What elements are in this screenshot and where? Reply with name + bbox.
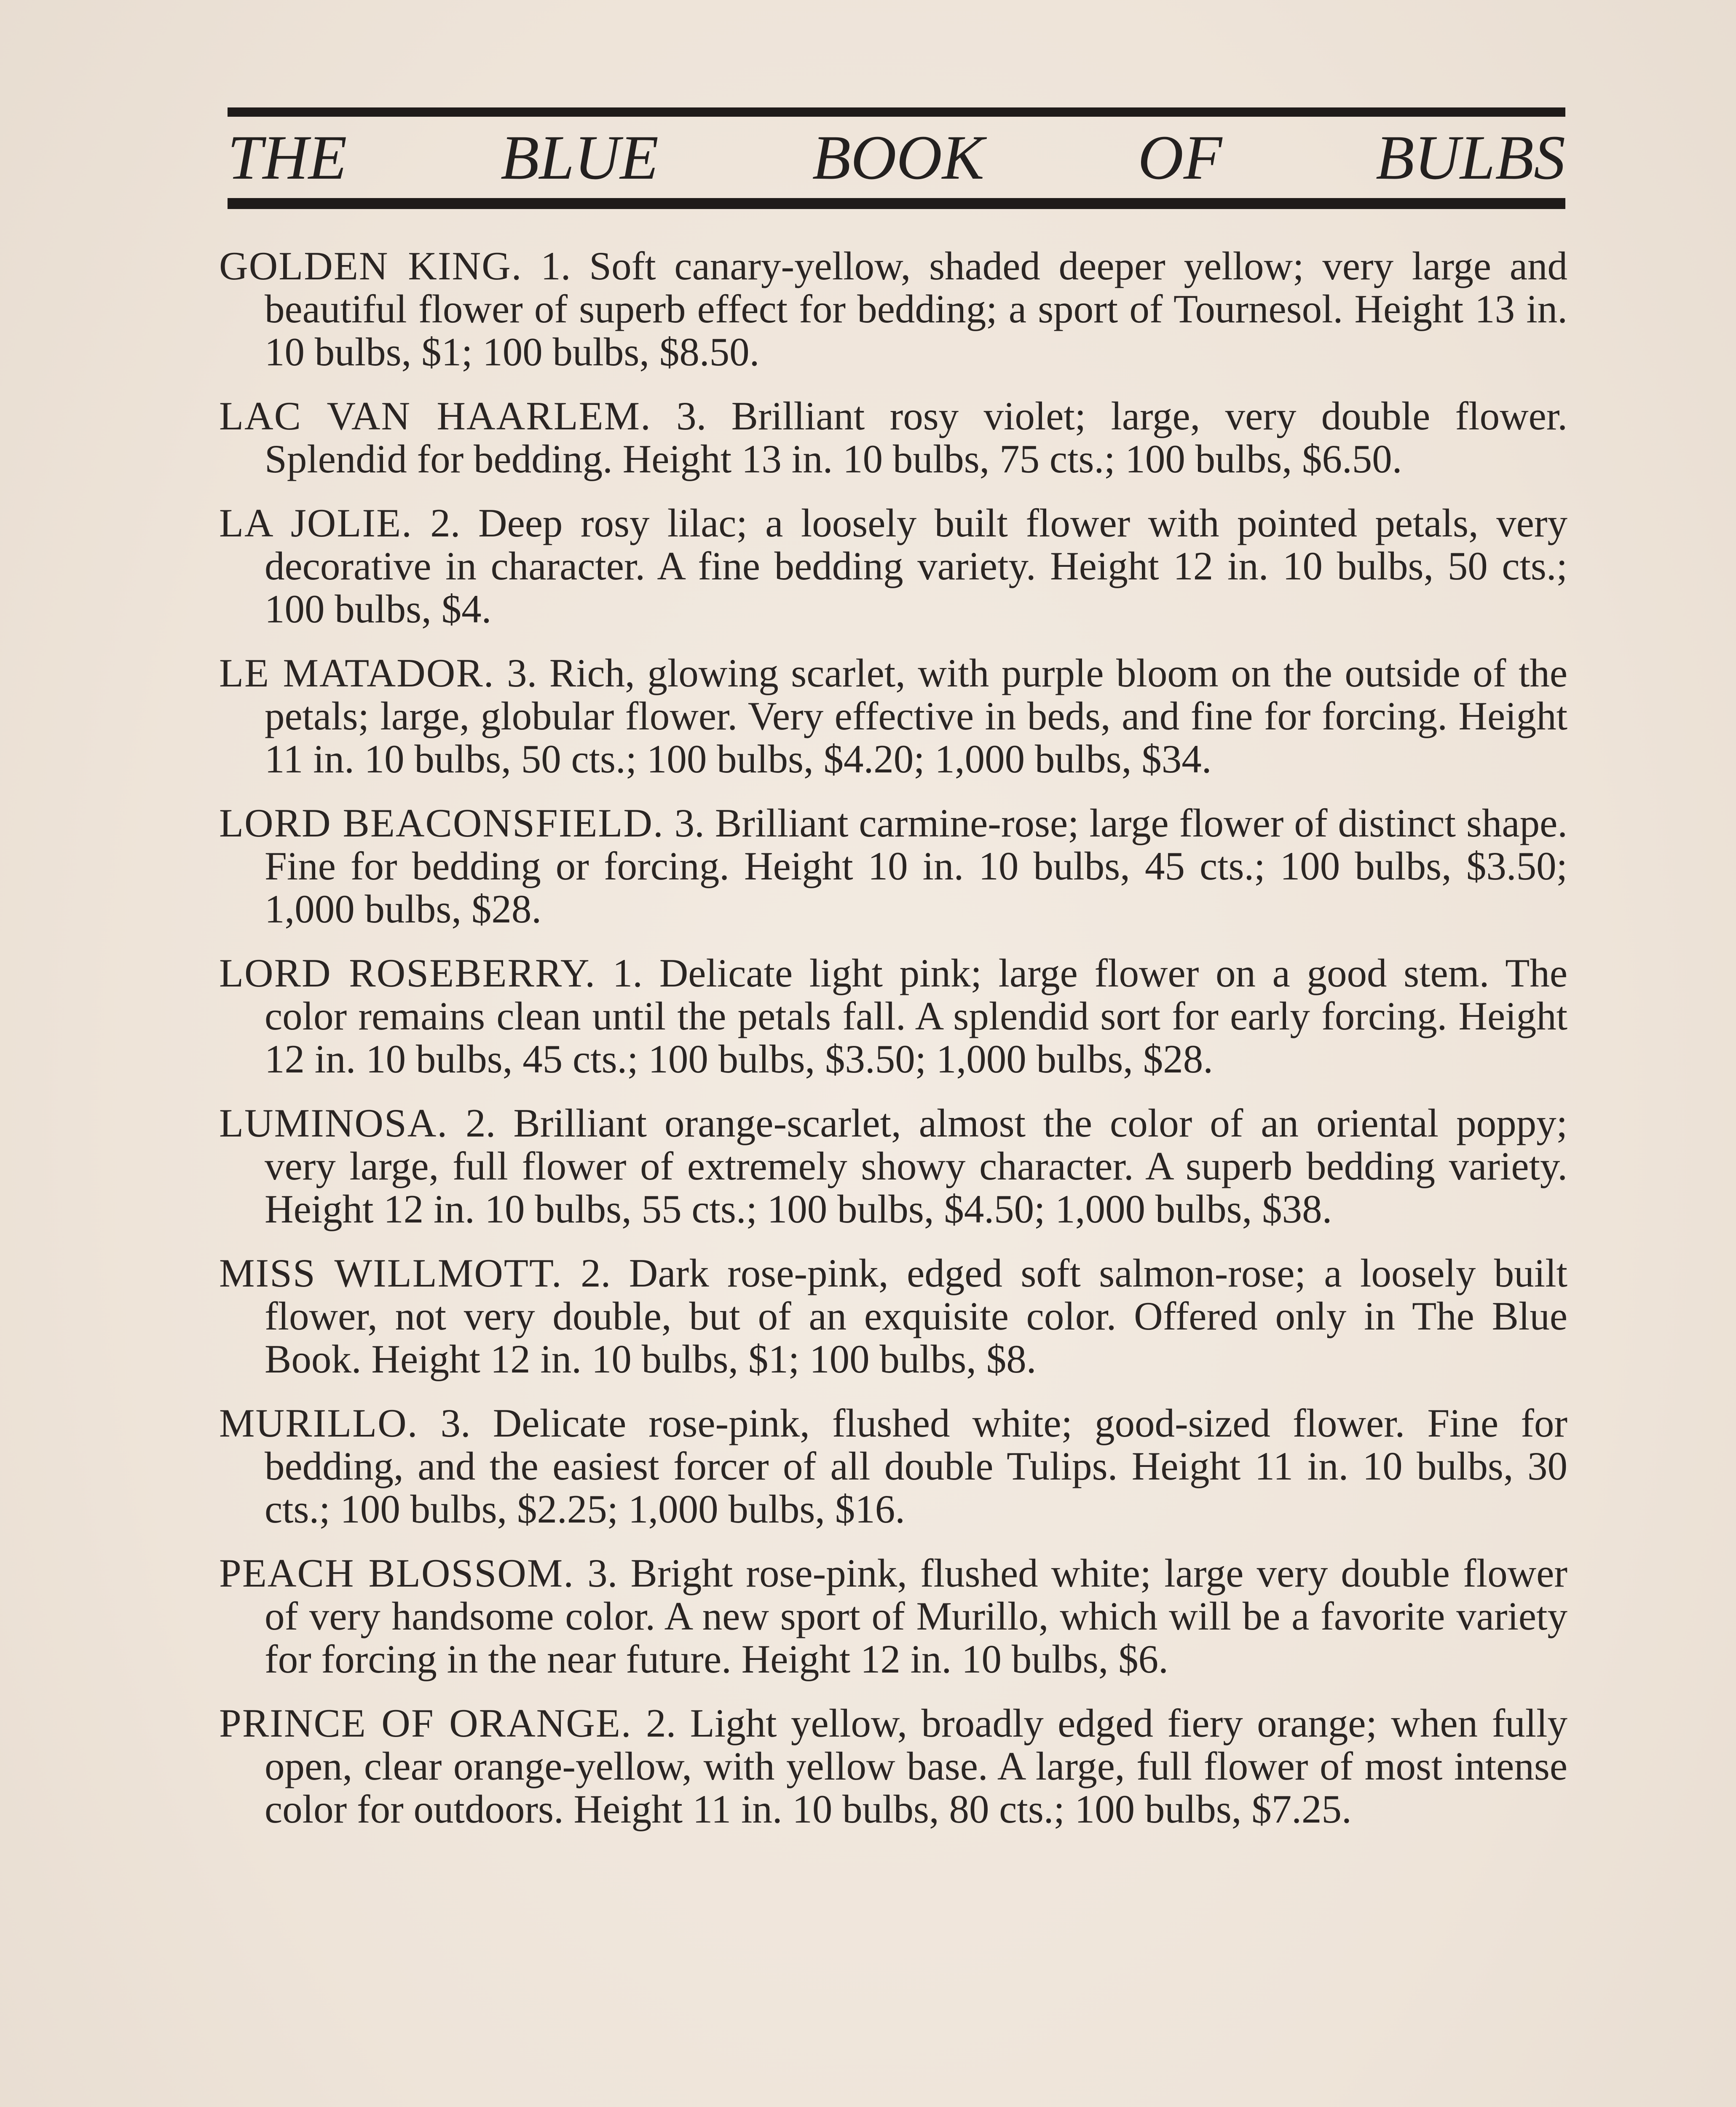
- running-title-word: THE: [228, 123, 347, 193]
- variety-entry: [219, 501, 1567, 630]
- variety-entry: [219, 651, 1567, 780]
- variety-entry: [219, 1552, 1567, 1681]
- running-title-word: BLUE: [500, 123, 659, 193]
- variety-description: 2. Dark rose-pink, edged soft salmon-rose; a loosely built flower, not very double, but of an exquisite color. Offered only in The Blue Book. Height 12 in. 10 bulbs, $1; 100 bulbs, $8.: [265, 1251, 1567, 1381]
- running-title-word: BULBS: [1375, 123, 1565, 193]
- variety-name: GOLDEN KING.: [219, 244, 522, 288]
- variety-entry: [219, 1702, 1567, 1831]
- variety-entry: [219, 1252, 1567, 1381]
- variety-name: PEACH BLOSSOM.: [219, 1551, 575, 1595]
- variety-description: 3. Bright rose-pink, flushed white; large very double flower of very handsome color. A new sport of Murillo, which will be a favorite variety for forcing in the near future. Height 12 in. 10 bulbs, $6.: [265, 1551, 1567, 1681]
- header-rule-bottom: [228, 198, 1565, 209]
- running-title-word: BOOK: [812, 123, 984, 193]
- variety-entry: [219, 1102, 1567, 1230]
- variety-entry: [219, 952, 1567, 1080]
- running-title: [228, 118, 1565, 198]
- variety-name: MURILLO.: [219, 1401, 418, 1445]
- running-header: [228, 103, 1565, 221]
- variety-description: 1. Delicate light pink; large flower on a good stem. The color remains clean until the petals fall. A splendid sort for early forcing. Height 12 in. 10 bulbs, 45 cts.; 100 bulbs, $3.50; 1,000 bulbs, $28.: [265, 951, 1567, 1081]
- variety-entry: [219, 394, 1567, 480]
- variety-name: LAC VAN HAARLEM.: [219, 394, 651, 438]
- variety-name: LE MATADOR.: [219, 651, 495, 695]
- variety-entry: [219, 1402, 1567, 1531]
- running-title-word: OF: [1138, 123, 1222, 193]
- variety-description: 3. Brilliant rosy violet; large, very double flower. Splendid for bedding. Height 13 in. 10 bulbs, 75 cts.; 100 bulbs, $6.50.: [265, 394, 1567, 481]
- variety-name: LUMINOSA.: [219, 1101, 448, 1145]
- variety-description: 3. Delicate rose-pink, flushed white; good-sized flower. Fine for bedding, and the easiest forcer of all double Tulips. Height 11 in. 10 bulbs, 30 cts.; 100 bulbs, $2.25; 1,000 bulbs, $16.: [265, 1401, 1567, 1531]
- variety-entry: [219, 244, 1567, 373]
- variety-description: 3. Rich, glowing scarlet, with purple bloom on the outside of the petals; large, globular flower. Very effective in beds, and fine for forcing. Height 11 in. 10 bulbs, 50 cts.; 100 bulbs, $4.20; 1,000 bulbs, $34.: [265, 651, 1567, 781]
- variety-description: 3. Brilliant carmine-rose; large flower of distinct shape. Fine for bedding or forcing. Height 10 in. 10 bulbs, 45 cts.; 100 bulbs, $3.50; 1,000 bulbs, $28.: [265, 801, 1567, 931]
- variety-name: LORD BEACONSFIELD.: [219, 801, 664, 845]
- variety-name: PRINCE OF ORANGE.: [219, 1701, 632, 1745]
- variety-list: [219, 244, 1567, 1852]
- header-rule-top: [228, 107, 1565, 117]
- variety-description: 2. Brilliant orange-scarlet, almost the color of an oriental poppy; very large, full flower of extremely showy character. A superb bedding variety. Height 12 in. 10 bulbs, 55 cts.; 100 bulbs, $4.50; 1,000 bulbs, $38.: [265, 1101, 1567, 1231]
- variety-name: LORD ROSEBERRY.: [219, 951, 596, 995]
- variety-description: 1. Soft canary-yellow, shaded deeper yellow; very large and beautiful flower of superb effect for bedding; a sport of Tournesol. Height 13 in. 10 bulbs, $1; 100 bulbs, $8.50.: [265, 244, 1567, 374]
- variety-description: 2. Deep rosy lilac; a loosely built flower with pointed petals, very decorative in character. A fine bedding variety. Height 12 in. 10 bulbs, 50 cts.; 100 bulbs, $4.: [265, 501, 1567, 631]
- variety-description: 2. Light yellow, broadly edged fiery orange; when fully open, clear orange-yellow, with yellow base. A large, full flower of most intense color for outdoors. Height 11 in. 10 bulbs, 80 cts.; 100 bulbs, $7.25.: [265, 1701, 1568, 1831]
- variety-name: MISS WILLMOTT.: [219, 1251, 563, 1295]
- variety-name: LA JOLIE.: [219, 501, 413, 545]
- variety-entry: [219, 802, 1567, 930]
